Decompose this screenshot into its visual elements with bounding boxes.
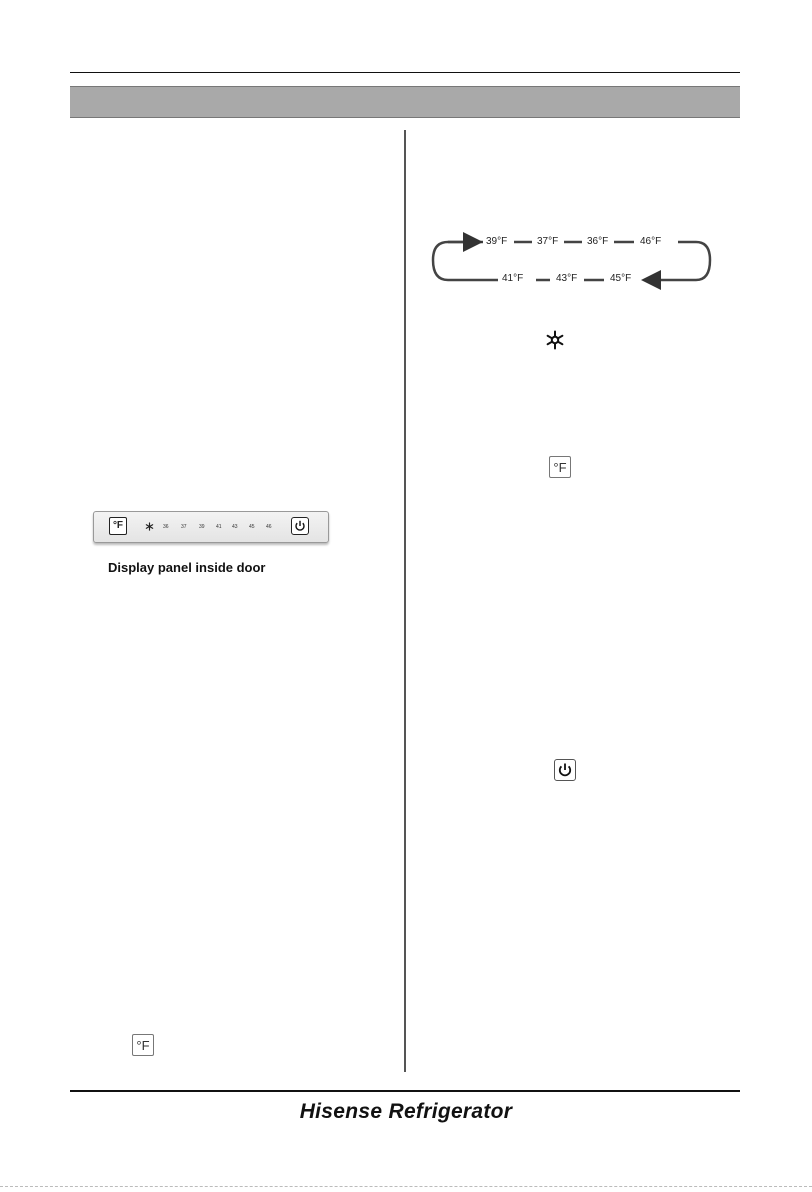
cycle-temp-46: 46°F — [640, 236, 662, 247]
display-panel — [93, 511, 329, 543]
power-icon-box — [554, 759, 576, 781]
section-header-band — [70, 86, 740, 118]
cycle-temp-43: 43°F — [556, 273, 578, 284]
cycle-temp-41: 41°F — [502, 273, 524, 284]
panel-temp-45: 45 — [249, 524, 255, 530]
cycle-temp-36: 36°F — [587, 236, 609, 247]
panel-temp-36: 36 — [163, 524, 169, 530]
temperature-icon-left — [132, 1034, 154, 1056]
power-icon-large — [555, 760, 575, 780]
cycle-temp-45: 45°F — [610, 273, 632, 284]
temperature-button[interactable] — [109, 517, 127, 535]
header-rule — [70, 72, 740, 73]
temperature-icon-right — [549, 456, 571, 478]
panel-temp-41: 41 — [216, 524, 222, 530]
panel-temp-39: 39 — [199, 524, 205, 530]
footer-rule — [70, 1090, 740, 1092]
panel-temp-43: 43 — [232, 524, 238, 530]
temperature-button-label: °F — [112, 520, 124, 531]
temperature-icon-right-label: °F — [553, 460, 567, 475]
power-icon — [292, 518, 308, 534]
panel-temp-46: 46 — [266, 524, 272, 530]
power-button[interactable] — [291, 517, 309, 535]
column-divider — [404, 130, 406, 1072]
display-panel-caption: Display panel inside door — [108, 560, 266, 575]
snowflake-icon — [145, 522, 154, 531]
snowflake-icon-large — [545, 330, 565, 350]
temperature-icon-left-label: °F — [136, 1038, 150, 1053]
brand-title: Hisense Refrigerator — [299, 1100, 513, 1123]
panel-temp-37: 37 — [181, 524, 187, 530]
cycle-temp-37: 37°F — [537, 236, 559, 247]
cycle-temp-39: 39°F — [486, 236, 508, 247]
page-trim-line — [0, 1186, 812, 1187]
